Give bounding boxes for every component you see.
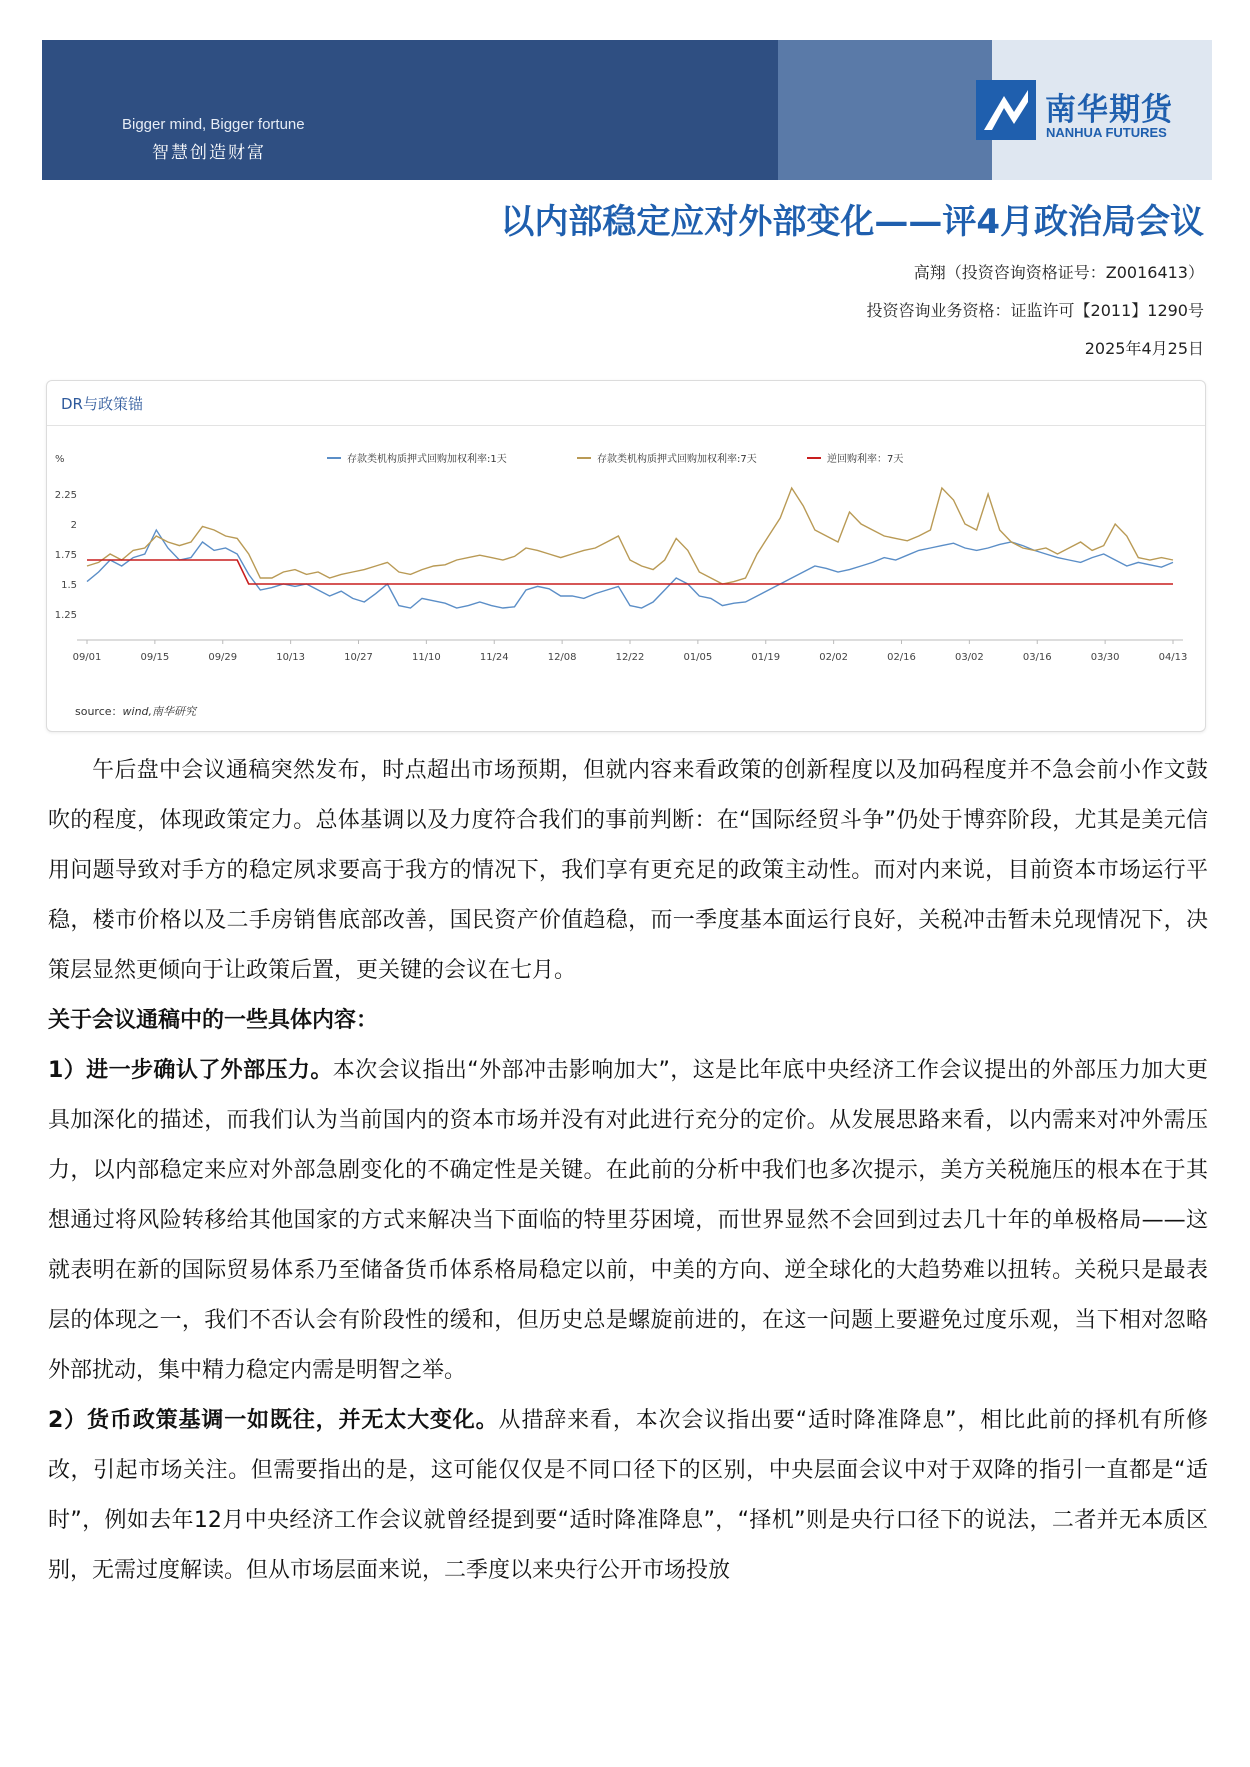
x-tick-label: 02/16: [887, 652, 916, 663]
section-heading: 关于会议通稿中的一些具体内容：: [48, 1008, 379, 1033]
nanhua-logo-icon: [974, 78, 1038, 142]
point-1-text: 本次会议指出“外部冲击影响加大”，这是比年底中央经济工作会议提出的外部压力加大更具加深化的描述，而我们认为当前国内的资本市场并没有对此进行充分的定价。从发展思路来看，以内需来对冲外需压力，以内部稳定来应对外部急剧变化的不确定性是关键。在此前的分析中我们也多次提示，美方关税施压的根本在于其想通过将风险转移给其他国家的方式来解决当下面临的特里芬困境，而世界显然不会回到过去几十年的单极格局——这就表明在新的国际贸易体系乃至储备货币体系格局稳定以前，中美的方向、逆全球化的大趋势难以扭转。关税只是最表层的体现之一，我们不否认会有阶段性的缓和，但历史总是螺旋前进的，在这一问题上要避免过度乐观，当下相对忽略外部扰动，集中精力稳定内需是明智之举。: [48, 1058, 1208, 1383]
chart-card: [46, 380, 1206, 732]
x-tick-label: 02/02: [819, 652, 849, 663]
x-tick-label: 04/13: [1158, 652, 1188, 663]
source-value: wind,南华研究: [122, 705, 197, 718]
slogan-english: Bigger mind, Bigger fortune: [122, 116, 305, 133]
point-2-lead: 2）货币政策基调一如既往，并无太大变化。: [48, 1408, 499, 1433]
x-tick-label: 09/01: [72, 652, 102, 663]
x-tick-label: 10/27: [344, 652, 373, 663]
x-tick-label: 03/16: [1022, 652, 1052, 663]
x-tick-label: 10/13: [276, 652, 306, 663]
license-line: 投资咨询业务资格：证监许可【2011】1290号: [866, 301, 1204, 320]
legend-label: 存款类机构质押式回购加权利率:7天: [597, 454, 757, 465]
y-tick-label: 2.25: [54, 490, 77, 501]
report-date: 2025年4月25日: [1084, 339, 1204, 358]
report-title: 以内部稳定应对外部变化——评4月政治局会议: [500, 202, 1204, 242]
paragraph-monetary-policy: [48, 1396, 1208, 1596]
logo-text-chinese: 南华期货: [1045, 92, 1173, 128]
x-tick-label: 01/19: [751, 652, 781, 663]
y-tick-label: 1.75: [54, 550, 77, 561]
y-tick-label: 2: [70, 520, 77, 531]
paragraph-intro: 午后盘中会议通稿突然发布，时点超出市场预期，但就内容来看政策的创新程度以及加码程度并不急会前小作文鼓吹的程度，体现政策定力。总体基调以及力度符合我们的事前判断：在“国际经贸斗争”仍处于博弈阶段，尤其是美元信用问题导致对手方的稳定夙求要高于我方的情况下，我们享有更充足的政策主动性。而对内来说，目前资本市场运行平稳，楼市价格以及二手房销售底部改善，国民资产价值趋稳，而一季度基本面运行良好，关税冲击暂未兑现情况下，决策层显然更倾向于让政策后置，更关键的会议在七月。: [48, 758, 1208, 983]
series-line-3: [87, 560, 1173, 584]
article-body: [48, 746, 1208, 1596]
x-tick-label: 09/29: [208, 652, 238, 663]
x-tick-label: 09/15: [140, 652, 170, 663]
line-chart: [47, 426, 1205, 696]
author-line: 高翔（投资咨询资格证号：Z0016413）: [913, 263, 1204, 282]
series-line-2: [87, 488, 1173, 584]
paragraph-external-pressure: [48, 1046, 1208, 1396]
slogan-chinese: 智慧创造财富: [152, 143, 266, 163]
logo-text-english: NANHUA FUTURES: [1046, 125, 1167, 140]
source-label: source：: [75, 705, 123, 718]
y-axis-unit: %: [55, 454, 65, 465]
x-tick-label: 11/10: [411, 652, 441, 663]
x-tick-label: 03/30: [1090, 652, 1120, 663]
legend-label: 逆回购利率：7天: [827, 454, 904, 465]
header-banner: [42, 40, 1212, 180]
point-2-text: 从措辞来看，本次会议指出要“适时降准降息”，相比此前的择机有所修改，引起市场关注。但需要指出的是，这可能仅仅是不同口径下的区别，中央层面会议中对于双降的指引一直都是“适时”，例如去年12月中央经济工作会议就曾经提到要“适时降准降息”，“择机”则是央行口径下的说法，二者并无本质区别，无需过度解读。但从市场层面来说，二季度以来央行公开市场投放: [48, 1408, 1208, 1583]
y-tick-label: 1.25: [54, 610, 77, 621]
point-1-lead: 1）进一步确认了外部压力。: [48, 1058, 333, 1083]
x-tick-label: 12/22: [615, 652, 645, 663]
x-tick-label: 01/05: [683, 652, 713, 663]
x-tick-label: 03/02: [954, 652, 984, 663]
chart-card-title: DR与政策锚: [61, 395, 143, 413]
x-tick-label: 12/08: [547, 652, 577, 663]
legend-label: 存款类机构质押式回购加权利率:1天: [347, 454, 507, 465]
chart-source: [75, 703, 196, 719]
y-tick-label: 1.5: [61, 580, 77, 591]
banner-mid-panel: [778, 40, 992, 180]
x-tick-label: 11/24: [479, 652, 509, 663]
